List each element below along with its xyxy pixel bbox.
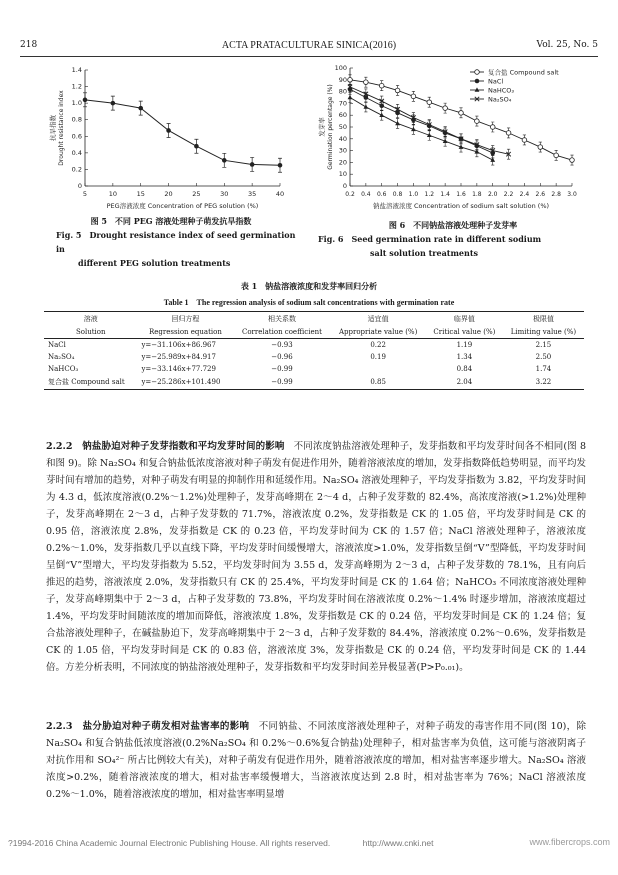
table-cell: 0.85 [370, 378, 386, 386]
section-2-2-2 [46, 438, 586, 676]
legend-label: NaHCO₃ [488, 86, 514, 95]
data-point [427, 100, 432, 105]
figure-6-caption [318, 218, 588, 260]
x-tick-label: 2.8 [551, 191, 561, 198]
figure-6-caption-cn: 图 6 不同钠盐溶液处理种子发芽率 [388, 220, 518, 230]
section-2-2-3-body: 不同钠盐、不同浓度溶液处理种子，对种子萌发的毒害作用不同(图 10)，除 Na₂SO₄ 和复合钠盐低浓度溶液(0.2%Na₂SO₄ 和 0.2%～0.6%复合钠盐)处理种子，相对盐害率为负值，这可能与溶液阴离子对抗作用和 SO₄²⁻ 所占比例较大有关)，对种子萌发有促进作用外，随着溶液浓度的增加，相对盐害率逐步增大。Na₂SO₄ 溶液浓度>0.2%，随着溶液浓度的增大，相对盐害率缓慢增大，当溶液浓度达到 2.8 时，相对盐害率为 76%；NaCl 溶液浓度 0.2%～1.0%，随着溶液浓度的增加，相对盐害率明显增 [46, 721, 586, 800]
figure-6-caption-en-1: Fig. 6 Seed germination rate in different sodium [318, 234, 542, 244]
table-cell: Na₂SO₄ [48, 353, 75, 361]
table-cell: 2.15 [535, 341, 552, 349]
y-tick-label: 100 [334, 64, 347, 72]
data-point [222, 158, 227, 163]
series-line [85, 100, 280, 165]
x-tick-label: 3.0 [567, 191, 577, 198]
x-tick-label: 25 [192, 190, 201, 198]
table-header-cn: 临界值 [453, 315, 475, 323]
y-tick-label: 90 [338, 75, 347, 84]
data-point [554, 153, 559, 158]
data-point [348, 95, 353, 99]
table-row [44, 339, 584, 352]
cnki-link[interactable]: http://www.cnki.net [362, 838, 434, 848]
figure-5-caption-cn: 图 5 不同 PEG 溶液处理种子萌发抗旱指数 [90, 216, 252, 226]
y-tick-label: 1.4 [71, 66, 82, 74]
table-1-title-en: Table 1 The regression analysis of sodium salt concentrations with germination rate [163, 298, 455, 307]
x-tick-label: 1.0 [408, 191, 419, 198]
y-tick-label: 80 [338, 87, 347, 96]
legend-label: NaCl [488, 77, 504, 86]
x-axis-label: 钠盐溶液浓度 Concentration of sodium salt solution (%) [372, 202, 550, 210]
table-header-cn: 适宜值 [367, 315, 389, 323]
section-2-2-2-body: 不同浓度钠盐溶液处理种子，发芽指数和平均发芽时间各不相同(图 8 和图 9)。除 Na₂SO₄ 和复合钠盐低浓度溶液对种子萌发有促进作用外，随着溶液浓度的增加，发芽指数降低趋势明显，而平均发芽时间有增加的趋势，对种子萌发有明显的抑制作用和延缓作用。Na₂SO₄ 溶液处理种子，平均发芽指数为 3.82，平均发芽时间为 4.3 d，低浓度溶液(0.2%～1.2%)处理种子，发芽高峰期在 2～4 d，占种子发芽数的 82.4%，高浓度溶液(>1.2%)处理种子，发芽高峰期在 2～3 d，占种子发芽数的 71.7%，溶液浓度 0.2%，发芽指数是 CK 的 1.05 倍，平均发芽时间是 CK 的 0.95 倍，溶液浓度 2.8%，发芽指数是 CK 的 0.23 倍，平均发芽时间为 CK 的 1.57 倍；NaCl 溶液处理种子，溶液浓度 0.2%～1.0%，发芽指数几乎以直线下降，平均发芽时间缓慢增大，溶液浓度>1.0%，发芽指数呈倒“V”型降低，平均发芽时间呈倒“V”型增大，平均发芽指数为 5.52，平均发芽时间为 3.55 d，发芽高峰期为 2～3 d，占种子发芽数的 78.1%，且有向后推迟的趋势，溶液浓度 2.0%，发芽指数只有 CK 的 25.4%，平均发芽时间是 CK 的 1.64 倍；NaHCO₃ 不同浓度溶液处理种子，发芽高峰期集中于 2～3 d，占种子发芽数的 73.8%，平均发芽时间在溶液浓度 0.2%～1.4% 时逐步增加，溶液浓度超过 1.4%，平均发芽时间随浓度的增加而降低，溶液浓度 1.8%，发芽指数是 CK 的 0.24 倍，平均发芽时间是 CK 的 1.24 倍；复合盐溶液处理种子，在碱盐胁迫下，发芽高峰期集中于 2～3 d，占种子发芽数的 84.4%，溶液浓度 0.2%～0.6%，发芽指数是 CK 的 1.05 倍，平均发芽时间是 CK 的 0.83 倍，溶液浓度 3%，发芽指数是 CK 的 0.24 倍，平均发芽时间是 CK 的 1.44 倍。方差分析表明，不同浓度的钠盐溶液处理种子，发芽指数和平均发芽时间差异极显著(P>P₀.₀₁)。 [46, 441, 586, 673]
table-header-row-en [44, 326, 584, 339]
table-header-cn: 相关系数 [267, 315, 296, 323]
table-cell: 2.50 [535, 353, 552, 361]
table-cell [330, 363, 425, 375]
volume-issue: Vol. 25, No. 5 [536, 40, 598, 50]
table-cell: 0.22 [370, 341, 386, 349]
table-cell: 1.34 [456, 353, 473, 361]
table-header-cn: 溶液 [83, 315, 98, 323]
copyright-notice: ?1994-2016 China Academic Journal Electronic Publishing House. All rights reserved. [8, 838, 331, 848]
figure-5-caption-en-2: different PEG solution treatments [78, 258, 231, 268]
table-header-en: Limiting value (%) [510, 328, 577, 336]
x-tick-label: 2.6 [535, 191, 546, 198]
y-tick-label: 50 [338, 123, 347, 131]
y-tick-label: 20 [338, 158, 347, 167]
data-point [459, 111, 464, 116]
data-point [111, 101, 116, 106]
table-header-en: Solution [75, 328, 106, 336]
table-cell: 0.19 [370, 353, 386, 361]
watermark: www.fibercrops.com [529, 837, 610, 847]
legend-label: Na₂SO₄ [488, 95, 512, 104]
table-cell: 3.22 [535, 378, 552, 386]
legend-marker [475, 70, 480, 75]
series-line [350, 98, 493, 161]
data-point [570, 158, 575, 163]
x-tick-label: 20 [164, 190, 173, 198]
table-header-en: Correlation coefficient [241, 328, 322, 336]
table-1-title-cn: 表 1 钠盐溶液浓度和发芽率回归分析 [240, 281, 378, 291]
table-cell: −0.99 [271, 378, 293, 386]
table-cell: y=−33.146x+77.729 [141, 365, 216, 373]
data-point [348, 78, 353, 83]
table-header-cn: 极限值 [532, 315, 554, 323]
y-tick-label: 30 [338, 146, 347, 155]
figure-5-caption-en-1: Fig. 5 Drought resistance index of seed germination in [56, 230, 296, 254]
table-row [44, 363, 584, 375]
x-tick-label: 1.2 [424, 191, 435, 198]
y-tick-label: 1.2 [71, 82, 82, 91]
legend-label: 复合盐 Compound salt [488, 68, 559, 77]
y-tick-label: 0.8 [71, 115, 82, 124]
data-point [395, 88, 400, 93]
x-tick-label: 1.8 [472, 191, 482, 198]
table-cell: −0.93 [271, 341, 293, 349]
table-cell: NaHCO₃ [48, 365, 79, 373]
figure-5-caption [46, 214, 296, 270]
figure-6-chart [310, 62, 590, 222]
y-axis-label: Germination percentage (%) [327, 84, 334, 170]
data-point [83, 98, 88, 103]
data-point [490, 125, 495, 130]
table-row [44, 375, 584, 390]
y-tick-label: 1.0 [71, 99, 82, 108]
y-axis-label-cn: 发芽率 [318, 117, 326, 137]
y-tick-label: 0 [77, 182, 82, 190]
legend-marker [475, 79, 480, 84]
x-tick-label: 1.4 [440, 191, 450, 198]
data-point [138, 106, 143, 111]
y-tick-label: 60 [338, 111, 347, 120]
data-point [506, 131, 511, 136]
y-tick-label: 0.6 [71, 132, 82, 141]
data-point [278, 163, 283, 168]
data-point [250, 162, 255, 167]
figure-5-chart [40, 62, 290, 214]
table-cell: 复合盐 Compound salt [48, 378, 125, 386]
x-tick-label: 0.6 [376, 191, 387, 198]
table-cell: NaCl [48, 341, 66, 349]
table-header-en: Critical value (%) [433, 328, 496, 336]
x-tick-label: 2.4 [519, 191, 530, 198]
x-tick-label: 0.4 [361, 191, 371, 198]
page-number: 218 [20, 40, 38, 50]
data-point [411, 94, 416, 99]
x-tick-label: 35 [248, 190, 257, 198]
table-header-en: Regression equation [149, 328, 222, 336]
y-tick-label: 40 [338, 134, 347, 143]
data-point [443, 106, 448, 111]
figure-6-caption-en-2: salt solution treatments [370, 248, 479, 258]
x-tick-label: 5 [82, 190, 88, 198]
data-point [166, 128, 171, 133]
y-tick-label: 0.4 [71, 148, 82, 157]
table-cell: 2.04 [456, 378, 473, 386]
table-1 [44, 311, 584, 390]
x-tick-label: 10 [108, 190, 117, 198]
data-point [475, 119, 480, 124]
data-point [363, 104, 368, 108]
data-point [522, 138, 527, 143]
data-point [364, 80, 369, 85]
table-cell: y=−31.106x+86.967 [141, 341, 216, 349]
data-point [379, 83, 384, 88]
table-cell: y=−25.286x+101.490 [141, 378, 221, 386]
table-header-en: Appropriate value (%) [338, 328, 418, 336]
y-axis-label-cn: 抗旱指数 [49, 115, 57, 141]
data-point [538, 145, 543, 150]
section-2-2-3-heading: 2.2.3 盐分胁迫对种子萌发相对盐害率的影响 [46, 721, 250, 732]
table-row [44, 351, 584, 363]
x-tick-label: 2.2 [503, 191, 514, 198]
header-rule [20, 56, 598, 57]
x-tick-label: 40 [275, 190, 285, 198]
y-tick-label: 70 [338, 99, 347, 108]
section-2-2-2-heading: 2.2.2 钠盐胁迫对种子发芽指数和平均发芽时间的影响 [46, 441, 285, 452]
table-cell: 1.74 [535, 365, 552, 373]
x-tick-label: 2.0 [487, 191, 498, 198]
y-axis-label: Drought resistance index [58, 90, 65, 166]
table-cell: 1.19 [456, 341, 473, 349]
table-cell: −0.96 [271, 353, 293, 361]
y-tick-label: 10 [338, 170, 347, 179]
table-cell: −0.99 [271, 365, 293, 373]
x-tick-label: 0.2 [345, 191, 355, 198]
x-tick-label: 0.8 [392, 191, 403, 198]
table-cell: y=−25.989x+84.917 [141, 353, 216, 361]
y-tick-label: 0 [342, 182, 347, 190]
journal-title: ACTA PRATACULTURAE SINICA(2016) [221, 40, 397, 51]
x-tick-label: 15 [136, 190, 145, 198]
data-point [194, 144, 199, 149]
x-tick-label: 1.6 [456, 191, 466, 198]
table-header-row-cn [44, 312, 584, 327]
table-header-cn: 回归方程 [171, 315, 200, 323]
x-axis-label: PEG溶液浓度 Concentration of PEG solution (%) [106, 202, 259, 210]
table-cell: 0.84 [456, 365, 473, 373]
x-tick-label: 30 [220, 190, 229, 198]
y-tick-label: 0.2 [71, 165, 82, 174]
page-footer [8, 838, 610, 848]
running-header [20, 40, 598, 54]
section-2-2-3 [46, 718, 586, 803]
